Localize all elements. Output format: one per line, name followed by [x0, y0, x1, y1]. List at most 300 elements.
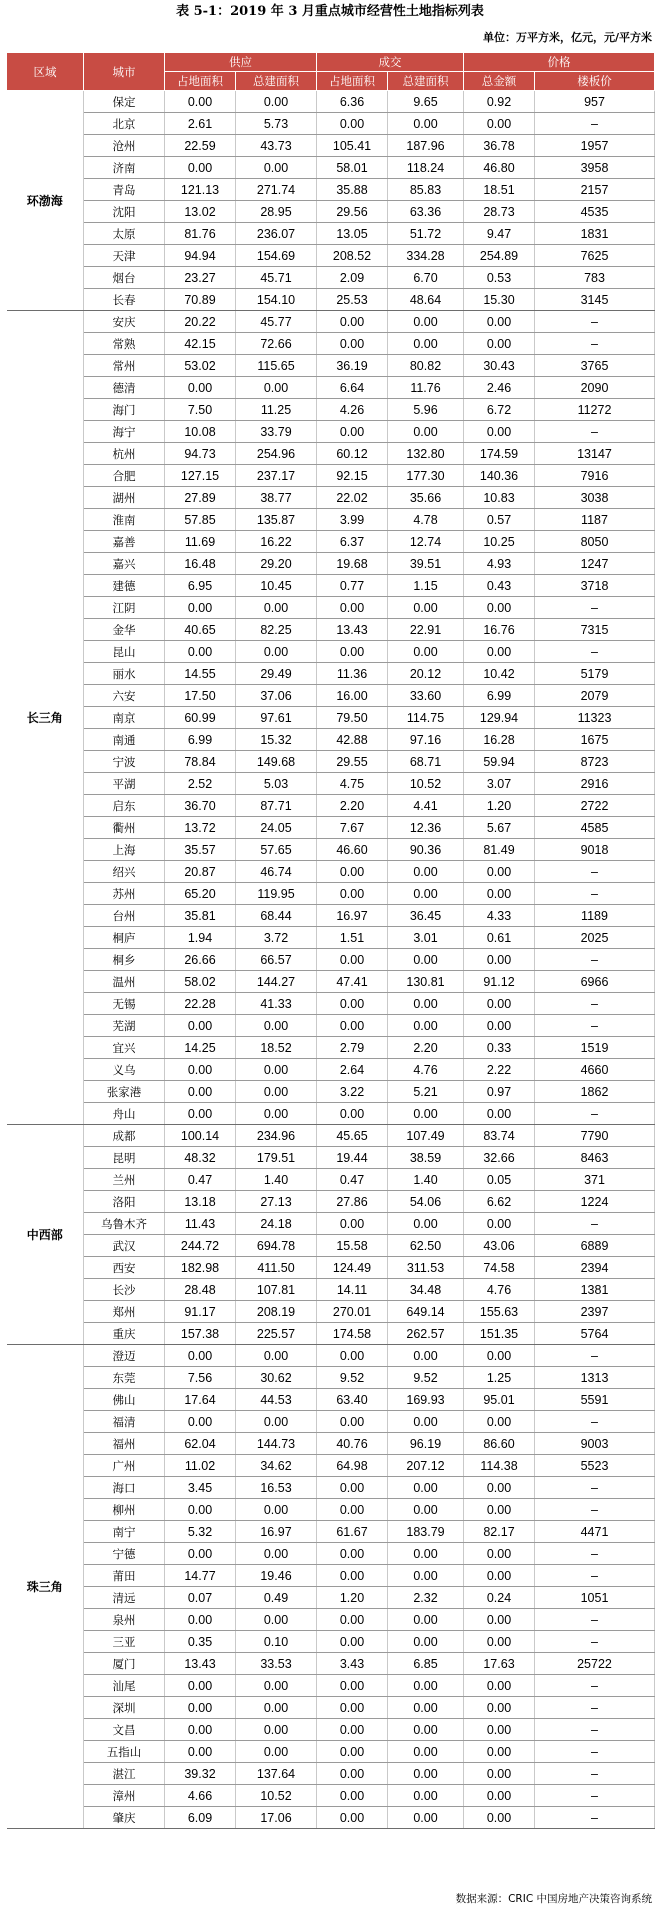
table-row	[7, 421, 655, 443]
total-amount-cell: 0.33	[464, 1037, 535, 1059]
total-amount-cell: 0.43	[464, 575, 535, 597]
supply-land-area-cell: 6.95	[165, 575, 236, 597]
total-amount-cell: 254.89	[464, 245, 535, 267]
city-cell: 张家港	[84, 1081, 165, 1103]
total-amount-cell: 46.80	[464, 157, 535, 179]
floor-price-cell: 3718	[535, 575, 655, 597]
city-cell: 昆明	[84, 1147, 165, 1169]
table-row	[7, 1235, 655, 1257]
total-amount-cell: 0.57	[464, 509, 535, 531]
city-cell: 淮南	[84, 509, 165, 531]
deal-floor-area-cell: 0.00	[388, 1345, 464, 1367]
supply-floor-area-cell: 237.17	[236, 465, 317, 487]
deal-floor-area-cell: 4.41	[388, 795, 464, 817]
deal-floor-area-cell: 130.81	[388, 971, 464, 993]
supply-land-area-cell: 81.76	[165, 223, 236, 245]
supply-floor-area-cell: 34.62	[236, 1455, 317, 1477]
total-amount-cell: 0.00	[464, 1411, 535, 1433]
supply-floor-area-cell: 19.46	[236, 1565, 317, 1587]
total-amount-cell: 0.00	[464, 1543, 535, 1565]
floor-price-cell: 7315	[535, 619, 655, 641]
deal-floor-area-cell: 4.76	[388, 1059, 464, 1081]
city-cell: 宁波	[84, 751, 165, 773]
supply-land-area-cell: 0.00	[165, 377, 236, 399]
city-cell: 长春	[84, 289, 165, 311]
floor-price-cell: 1247	[535, 553, 655, 575]
deal-land-area-cell: 0.00	[317, 421, 388, 443]
deal-floor-area-cell: 0.00	[388, 333, 464, 355]
floor-price-cell: 3038	[535, 487, 655, 509]
deal-floor-area-cell: 0.00	[388, 311, 464, 333]
supply-land-area-cell: 6.99	[165, 729, 236, 751]
table-row	[7, 1455, 655, 1477]
city-cell: 深圳	[84, 1697, 165, 1719]
deal-land-area-cell: 58.01	[317, 157, 388, 179]
table-row	[7, 1037, 655, 1059]
supply-land-area-cell: 23.27	[165, 267, 236, 289]
city-cell: 丽水	[84, 663, 165, 685]
table-row	[7, 729, 655, 751]
supply-land-area-cell: 0.00	[165, 641, 236, 663]
deal-floor-area-cell: 0.00	[388, 1763, 464, 1785]
supply-land-area-cell: 0.00	[165, 1697, 236, 1719]
total-amount-cell: 0.00	[464, 1015, 535, 1037]
supply-floor-area-cell: 208.19	[236, 1301, 317, 1323]
deal-floor-area-cell: 4.78	[388, 509, 464, 531]
supply-land-area-cell: 70.89	[165, 289, 236, 311]
supply-land-area-cell: 3.45	[165, 1477, 236, 1499]
deal-floor-area-cell: 177.30	[388, 465, 464, 487]
supply-floor-area-cell: 119.95	[236, 883, 317, 905]
deal-land-area-cell: 0.00	[317, 1807, 388, 1829]
total-amount-cell: 0.00	[464, 1103, 535, 1125]
table-row	[7, 355, 655, 377]
supply-floor-area-cell: 29.20	[236, 553, 317, 575]
deal-land-area-cell: 2.09	[317, 267, 388, 289]
city-cell: 天津	[84, 245, 165, 267]
city-cell: 江阴	[84, 597, 165, 619]
supply-land-area-cell: 17.64	[165, 1389, 236, 1411]
total-amount-cell: 0.00	[464, 1345, 535, 1367]
deal-land-area-cell: 0.00	[317, 1565, 388, 1587]
table-row	[7, 113, 655, 135]
deal-land-area-cell: 0.00	[317, 1763, 388, 1785]
deal-floor-area-cell: 68.71	[388, 751, 464, 773]
deal-land-area-cell: 0.47	[317, 1169, 388, 1191]
deal-land-area-cell: 14.11	[317, 1279, 388, 1301]
supply-land-area-cell: 0.00	[165, 157, 236, 179]
total-amount-cell: 10.42	[464, 663, 535, 685]
floor-price-cell: 1051	[535, 1587, 655, 1609]
floor-price-cell: –	[535, 1631, 655, 1653]
city-cell: 绍兴	[84, 861, 165, 883]
deal-land-area-cell: 0.00	[317, 1741, 388, 1763]
deal-land-area-cell: 16.97	[317, 905, 388, 927]
floor-price-cell: 2090	[535, 377, 655, 399]
floor-price-cell: 11323	[535, 707, 655, 729]
deal-land-area-cell: 1.20	[317, 1587, 388, 1609]
floor-price-cell: 2157	[535, 179, 655, 201]
table-row	[7, 575, 655, 597]
supply-floor-area-cell: 0.00	[236, 1499, 317, 1521]
floor-price-cell: 7916	[535, 465, 655, 487]
total-amount-cell: 0.00	[464, 949, 535, 971]
supply-floor-area-cell: 17.06	[236, 1807, 317, 1829]
supply-floor-area-cell: 66.57	[236, 949, 317, 971]
deal-floor-area-cell: 22.91	[388, 619, 464, 641]
total-amount-cell: 86.60	[464, 1433, 535, 1455]
city-cell: 衢州	[84, 817, 165, 839]
deal-floor-area-cell: 118.24	[388, 157, 464, 179]
city-cell: 桐乡	[84, 949, 165, 971]
deal-floor-area-cell: 33.60	[388, 685, 464, 707]
total-amount-cell: 16.76	[464, 619, 535, 641]
floor-price-cell: –	[535, 861, 655, 883]
total-amount-cell: 59.94	[464, 751, 535, 773]
city-cell: 南京	[84, 707, 165, 729]
supply-floor-area-cell: 149.68	[236, 751, 317, 773]
deal-land-area-cell: 0.00	[317, 597, 388, 619]
floor-price-cell: –	[535, 421, 655, 443]
floor-price-cell: –	[535, 1345, 655, 1367]
floor-price-cell: –	[535, 1499, 655, 1521]
floor-price-cell: 957	[535, 91, 655, 113]
supply-floor-area-cell: 10.52	[236, 1785, 317, 1807]
supply-floor-area-cell: 46.74	[236, 861, 317, 883]
table-row	[7, 1301, 655, 1323]
table-row	[7, 201, 655, 223]
supply-land-area-cell: 13.72	[165, 817, 236, 839]
total-amount-cell: 0.97	[464, 1081, 535, 1103]
table-row	[7, 1345, 655, 1367]
floor-price-cell: 1189	[535, 905, 655, 927]
supply-land-area-cell: 121.13	[165, 179, 236, 201]
deal-land-area-cell: 3.22	[317, 1081, 388, 1103]
total-amount-cell: 174.59	[464, 443, 535, 465]
table-row	[7, 1543, 655, 1565]
supply-land-area-cell: 48.32	[165, 1147, 236, 1169]
table-row	[7, 1059, 655, 1081]
floor-price-cell: 1957	[535, 135, 655, 157]
supply-floor-area-cell: 0.00	[236, 641, 317, 663]
floor-price-cell: 5764	[535, 1323, 655, 1345]
floor-price-cell: –	[535, 1565, 655, 1587]
total-amount-cell: 3.07	[464, 773, 535, 795]
supply-floor-area-cell: 24.05	[236, 817, 317, 839]
total-amount-cell: 0.00	[464, 1785, 535, 1807]
city-cell: 莆田	[84, 1565, 165, 1587]
supply-floor-area-cell: 135.87	[236, 509, 317, 531]
table-row	[7, 465, 655, 487]
city-cell: 成都	[84, 1125, 165, 1147]
total-amount-cell: 0.00	[464, 1697, 535, 1719]
supply-land-area-cell: 6.09	[165, 1807, 236, 1829]
supply-floor-area-cell: 0.00	[236, 91, 317, 113]
supply-land-area-cell: 0.00	[165, 1081, 236, 1103]
deal-floor-area-cell: 0.00	[388, 1411, 464, 1433]
table-row	[7, 1081, 655, 1103]
total-amount-cell: 0.00	[464, 311, 535, 333]
city-cell: 澄迈	[84, 1345, 165, 1367]
table-row	[7, 707, 655, 729]
deal-land-area-cell: 208.52	[317, 245, 388, 267]
floor-price-cell: –	[535, 333, 655, 355]
table-row	[7, 531, 655, 553]
supply-floor-area-cell: 57.65	[236, 839, 317, 861]
region-cell: 环渤海	[7, 91, 84, 311]
supply-floor-area-cell: 107.81	[236, 1279, 317, 1301]
supply-land-area-cell: 14.55	[165, 663, 236, 685]
supply-floor-area-cell: 0.00	[236, 1081, 317, 1103]
supply-floor-area-cell: 179.51	[236, 1147, 317, 1169]
floor-price-cell: 3765	[535, 355, 655, 377]
city-cell: 文昌	[84, 1719, 165, 1741]
supply-floor-area-cell: 0.49	[236, 1587, 317, 1609]
deal-land-area-cell: 4.26	[317, 399, 388, 421]
deal-floor-area-cell: 5.96	[388, 399, 464, 421]
table-row	[7, 289, 655, 311]
supply-floor-area-cell: 27.13	[236, 1191, 317, 1213]
supply-land-area-cell: 2.52	[165, 773, 236, 795]
deal-floor-area-cell: 36.45	[388, 905, 464, 927]
deal-floor-area-cell: 54.06	[388, 1191, 464, 1213]
supply-floor-area-cell: 137.64	[236, 1763, 317, 1785]
header-price: 价格	[464, 53, 655, 72]
deal-floor-area-cell: 3.01	[388, 927, 464, 949]
table-row	[7, 861, 655, 883]
deal-floor-area-cell: 132.80	[388, 443, 464, 465]
supply-land-area-cell: 182.98	[165, 1257, 236, 1279]
table-row	[7, 1785, 655, 1807]
total-amount-cell: 30.43	[464, 355, 535, 377]
floor-price-cell: –	[535, 1411, 655, 1433]
deal-land-area-cell: 105.41	[317, 135, 388, 157]
floor-price-cell: 1313	[535, 1367, 655, 1389]
floor-price-cell: –	[535, 1807, 655, 1829]
header-region: 区域	[7, 53, 84, 91]
floor-price-cell: 4660	[535, 1059, 655, 1081]
supply-land-area-cell: 40.65	[165, 619, 236, 641]
deal-land-area-cell: 27.86	[317, 1191, 388, 1213]
table-row	[7, 1609, 655, 1631]
table-row	[7, 135, 655, 157]
supply-land-area-cell: 0.00	[165, 1411, 236, 1433]
total-amount-cell: 6.62	[464, 1191, 535, 1213]
supply-land-area-cell: 91.17	[165, 1301, 236, 1323]
total-amount-cell: 10.83	[464, 487, 535, 509]
floor-price-cell: 2397	[535, 1301, 655, 1323]
supply-floor-area-cell: 154.10	[236, 289, 317, 311]
table-row	[7, 773, 655, 795]
total-amount-cell: 0.00	[464, 641, 535, 663]
deal-land-area-cell: 0.00	[317, 993, 388, 1015]
table-row	[7, 597, 655, 619]
deal-floor-area-cell: 0.00	[388, 1609, 464, 1631]
deal-land-area-cell: 0.00	[317, 641, 388, 663]
supply-land-area-cell: 11.02	[165, 1455, 236, 1477]
total-amount-cell: 2.22	[464, 1059, 535, 1081]
city-cell: 启东	[84, 795, 165, 817]
total-amount-cell: 140.36	[464, 465, 535, 487]
floor-price-cell: –	[535, 1763, 655, 1785]
deal-floor-area-cell: 0.00	[388, 113, 464, 135]
floor-price-cell: 3958	[535, 157, 655, 179]
floor-price-cell: 6889	[535, 1235, 655, 1257]
total-amount-cell: 114.38	[464, 1455, 535, 1477]
supply-floor-area-cell: 234.96	[236, 1125, 317, 1147]
floor-price-cell: 1224	[535, 1191, 655, 1213]
supply-floor-area-cell: 1.40	[236, 1169, 317, 1191]
floor-price-cell: 2025	[535, 927, 655, 949]
city-cell: 沧州	[84, 135, 165, 157]
floor-price-cell: 9018	[535, 839, 655, 861]
city-cell: 西安	[84, 1257, 165, 1279]
table-row	[7, 333, 655, 355]
supply-floor-area-cell: 0.00	[236, 1103, 317, 1125]
deal-land-area-cell: 0.00	[317, 333, 388, 355]
supply-floor-area-cell: 0.00	[236, 1609, 317, 1631]
deal-land-area-cell: 22.02	[317, 487, 388, 509]
deal-floor-area-cell: 0.00	[388, 1015, 464, 1037]
deal-land-area-cell: 0.00	[317, 113, 388, 135]
table-row	[7, 1279, 655, 1301]
deal-land-area-cell: 0.00	[317, 1675, 388, 1697]
table-row	[7, 1807, 655, 1829]
table-row	[7, 157, 655, 179]
supply-land-area-cell: 244.72	[165, 1235, 236, 1257]
deal-land-area-cell: 124.49	[317, 1257, 388, 1279]
total-amount-cell: 43.06	[464, 1235, 535, 1257]
deal-land-area-cell: 42.88	[317, 729, 388, 751]
city-cell: 北京	[84, 113, 165, 135]
floor-price-cell: –	[535, 883, 655, 905]
supply-land-area-cell: 127.15	[165, 465, 236, 487]
supply-land-area-cell: 17.50	[165, 685, 236, 707]
deal-floor-area-cell: 0.00	[388, 1697, 464, 1719]
total-amount-cell: 6.99	[464, 685, 535, 707]
city-cell: 太原	[84, 223, 165, 245]
floor-price-cell: –	[535, 1697, 655, 1719]
supply-floor-area-cell: 72.66	[236, 333, 317, 355]
deal-land-area-cell: 25.53	[317, 289, 388, 311]
deal-floor-area-cell: 0.00	[388, 1741, 464, 1763]
city-cell: 三亚	[84, 1631, 165, 1653]
floor-price-cell: 1187	[535, 509, 655, 531]
city-cell: 福州	[84, 1433, 165, 1455]
supply-floor-area-cell: 0.00	[236, 377, 317, 399]
floor-price-cell: –	[535, 113, 655, 135]
total-amount-cell: 0.00	[464, 1807, 535, 1829]
table-row	[7, 1587, 655, 1609]
deal-land-area-cell: 79.50	[317, 707, 388, 729]
deal-floor-area-cell: 12.74	[388, 531, 464, 553]
supply-floor-area-cell: 115.65	[236, 355, 317, 377]
total-amount-cell: 74.58	[464, 1257, 535, 1279]
deal-floor-area-cell: 0.00	[388, 993, 464, 1015]
city-cell: 海宁	[84, 421, 165, 443]
floor-price-cell: 5523	[535, 1455, 655, 1477]
floor-price-cell: –	[535, 1719, 655, 1741]
table-row	[7, 1719, 655, 1741]
supply-land-area-cell: 65.20	[165, 883, 236, 905]
floor-price-cell: 371	[535, 1169, 655, 1191]
deal-floor-area-cell: 11.76	[388, 377, 464, 399]
floor-price-cell: 1831	[535, 223, 655, 245]
deal-land-area-cell: 0.77	[317, 575, 388, 597]
table-row	[7, 1257, 655, 1279]
city-cell: 合肥	[84, 465, 165, 487]
deal-land-area-cell: 64.98	[317, 1455, 388, 1477]
city-cell: 湛江	[84, 1763, 165, 1785]
supply-floor-area-cell: 0.00	[236, 1697, 317, 1719]
table-row	[7, 685, 655, 707]
floor-price-cell: –	[535, 1015, 655, 1037]
deal-land-area-cell: 0.00	[317, 1213, 388, 1235]
supply-land-area-cell: 22.28	[165, 993, 236, 1015]
deal-land-area-cell: 0.00	[317, 949, 388, 971]
table-row	[7, 1191, 655, 1213]
city-cell: 乌鲁木齐	[84, 1213, 165, 1235]
deal-land-area-cell: 9.52	[317, 1367, 388, 1389]
table-row	[7, 1521, 655, 1543]
floor-price-cell: 7625	[535, 245, 655, 267]
city-cell: 武汉	[84, 1235, 165, 1257]
deal-land-area-cell: 0.00	[317, 1411, 388, 1433]
city-cell: 金华	[84, 619, 165, 641]
city-cell: 重庆	[84, 1323, 165, 1345]
supply-land-area-cell: 94.94	[165, 245, 236, 267]
supply-land-area-cell: 35.57	[165, 839, 236, 861]
supply-floor-area-cell: 154.69	[236, 245, 317, 267]
total-amount-cell: 1.20	[464, 795, 535, 817]
floor-price-cell: 13147	[535, 443, 655, 465]
deal-floor-area-cell: 1.40	[388, 1169, 464, 1191]
total-amount-cell: 1.25	[464, 1367, 535, 1389]
supply-land-area-cell: 14.77	[165, 1565, 236, 1587]
table-row	[7, 905, 655, 927]
city-cell: 青岛	[84, 179, 165, 201]
supply-land-area-cell: 0.00	[165, 1719, 236, 1741]
table-row	[7, 1433, 655, 1455]
deal-land-area-cell: 3.99	[317, 509, 388, 531]
total-amount-cell: 91.12	[464, 971, 535, 993]
table-row	[7, 1763, 655, 1785]
deal-floor-area-cell: 169.93	[388, 1389, 464, 1411]
floor-price-cell: 25722	[535, 1653, 655, 1675]
deal-floor-area-cell: 6.70	[388, 267, 464, 289]
table-body	[7, 91, 655, 1829]
total-amount-cell: 83.74	[464, 1125, 535, 1147]
deal-floor-area-cell: 20.12	[388, 663, 464, 685]
city-cell: 沈阳	[84, 201, 165, 223]
floor-price-cell: 5179	[535, 663, 655, 685]
deal-land-area-cell: 2.79	[317, 1037, 388, 1059]
supply-land-area-cell: 0.00	[165, 1543, 236, 1565]
floor-price-cell: –	[535, 949, 655, 971]
deal-land-area-cell: 46.60	[317, 839, 388, 861]
deal-floor-area-cell: 1.15	[388, 575, 464, 597]
table-row	[7, 267, 655, 289]
city-cell: 温州	[84, 971, 165, 993]
city-cell: 长沙	[84, 1279, 165, 1301]
city-cell: 五指山	[84, 1741, 165, 1763]
supply-land-area-cell: 58.02	[165, 971, 236, 993]
floor-price-cell: 4535	[535, 201, 655, 223]
city-cell: 南通	[84, 729, 165, 751]
total-amount-cell: 0.00	[464, 993, 535, 1015]
deal-land-area-cell: 40.76	[317, 1433, 388, 1455]
supply-floor-area-cell: 0.00	[236, 1675, 317, 1697]
